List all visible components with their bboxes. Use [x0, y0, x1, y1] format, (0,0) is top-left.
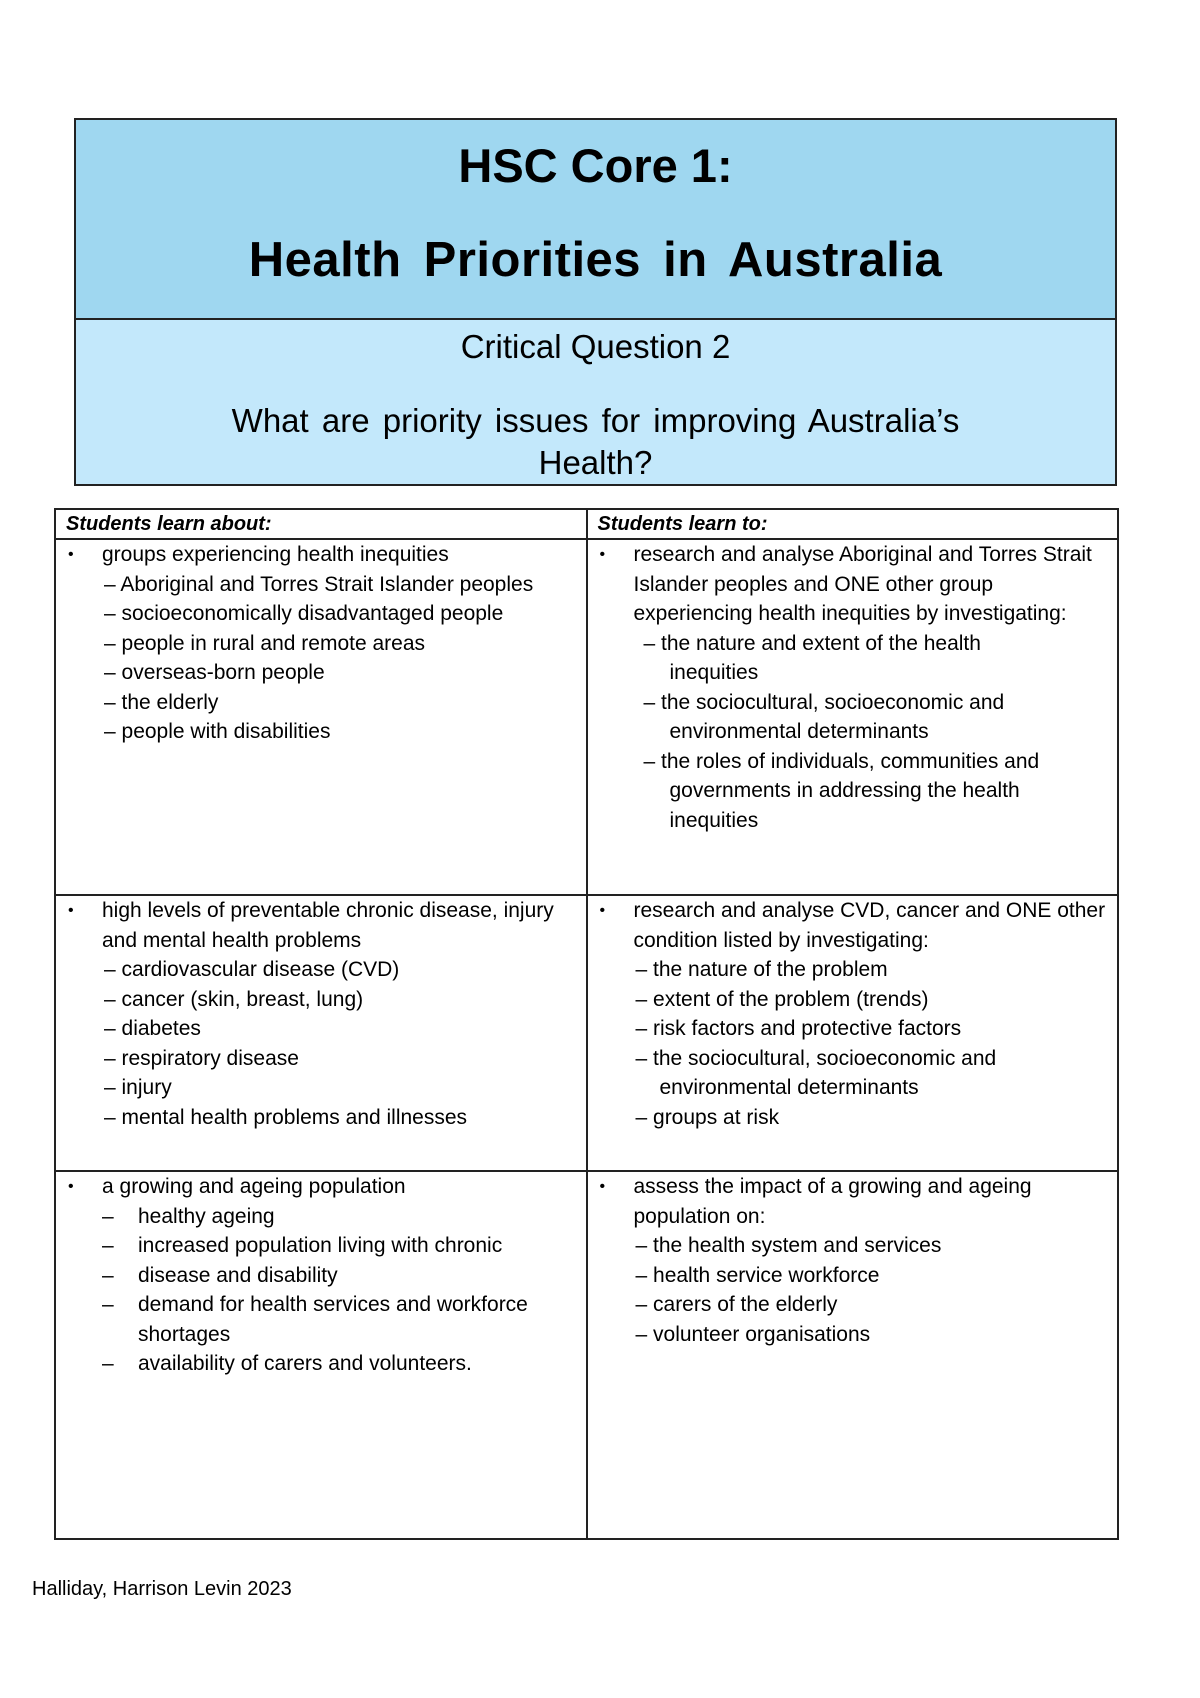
list-item: – the roles of individuals, communities and [643, 749, 1040, 773]
list-item-continued: inequities [669, 661, 759, 684]
list-item: – cardiovascular disease (CVD) [104, 958, 400, 981]
list-item: – carers of the elderly [635, 1293, 838, 1316]
bullet-icon: • [599, 902, 606, 919]
table-cell [55, 1171, 587, 1539]
list-item-continued: environmental determinants [659, 1076, 919, 1099]
list-lead: assess the impact of a growing and ageing population on: [633, 1175, 1032, 1228]
list-item: – socioeconomically disadvantaged people [104, 602, 504, 625]
list-lead: research and analyse CVD, cancer and ONE other condition listed by investigating: [633, 899, 1106, 952]
bullet-icon: • [68, 546, 74, 563]
list-item: – disease and disability [102, 1263, 338, 1287]
list-item: – increased population living with chronic [102, 1234, 503, 1257]
list-item: – cancer (skin, breast, lung) [104, 987, 364, 1011]
list-item: – the elderly [104, 690, 219, 714]
list-lead: a growing and ageing population [102, 1175, 406, 1198]
table-row [55, 539, 1118, 895]
critical-question-label: Critical Question 2 [460, 328, 731, 365]
list-item: – availability of carers and volunteers. [102, 1352, 472, 1375]
table-cell [55, 539, 587, 895]
list-item: – the nature of the problem [635, 958, 888, 981]
bullet-icon: • [68, 902, 74, 919]
module-title: Health Priorities in Australia [248, 233, 943, 287]
table-cell [587, 539, 1119, 895]
list-item: – respiratory disease [104, 1046, 299, 1070]
list-item: – injury [104, 1076, 172, 1099]
list-item-continued: inequities [669, 808, 759, 832]
list-item: – healthy ageing [102, 1204, 275, 1228]
list-item: – the sociocultural, socioeconomic and [635, 1046, 997, 1070]
list-item: – diabetes [104, 1017, 201, 1040]
table-cell [55, 895, 587, 1171]
col-header-learn-to: Students learn to: [587, 509, 1119, 539]
list-item: – people in rural and remote areas [104, 631, 426, 655]
critical-question-text: What are priority issues for improving Australia’s Health? [231, 402, 960, 481]
list-item-continued: governments in addressing the health [669, 779, 1020, 802]
critical-question-banner [74, 320, 1117, 486]
list-item: – extent of the problem (trends) [635, 987, 929, 1011]
list-item: – demand for health services and workforce [102, 1293, 528, 1316]
list-item: – health service workforce [635, 1263, 880, 1287]
list-lead: groups experiencing health inequities [102, 543, 449, 566]
list-item: – Aboriginal and Torres Strait Islander peoples [104, 572, 534, 596]
col-header-learn-about: Students learn about: [55, 509, 587, 539]
list-item: – volunteer organisations [635, 1322, 871, 1346]
list-item: – overseas-born people [104, 661, 325, 684]
list-item: – the health system and services [635, 1234, 942, 1257]
bullet-icon: • [599, 1178, 606, 1195]
list-item: – mental health problems and illnesses [104, 1105, 468, 1129]
table-row [55, 1171, 1118, 1539]
list-item: – people with disabilities [104, 720, 331, 743]
list-lead: high levels of preventable chronic disease, injury and mental health problems [102, 899, 554, 952]
list-item: – risk factors and protective factors [635, 1017, 962, 1040]
list-item-continued: shortages [138, 1322, 231, 1346]
table-cell [587, 895, 1119, 1171]
course-title: HSC Core 1: [458, 139, 733, 192]
table-header-row [55, 509, 1118, 539]
bullet-icon: • [599, 546, 606, 563]
table-cell [587, 1171, 1119, 1539]
list-item: – the sociocultural, socioeconomic and [643, 690, 1005, 714]
footer-credit: Halliday, Harrison Levin 2023 [32, 1578, 292, 1600]
syllabus-table [54, 508, 1119, 1540]
list-lead: research and analyse Aboriginal and Torres Strait Islander peoples and ONE other group experiencing health inequities by investigating: [633, 543, 1092, 625]
title-banner [74, 118, 1117, 320]
list-item-continued: environmental determinants [669, 720, 929, 743]
list-item: – the nature and extent of the health [643, 631, 981, 655]
list-item: – groups at risk [635, 1105, 780, 1129]
bullet-icon: • [68, 1178, 74, 1195]
table-row [55, 895, 1118, 1171]
